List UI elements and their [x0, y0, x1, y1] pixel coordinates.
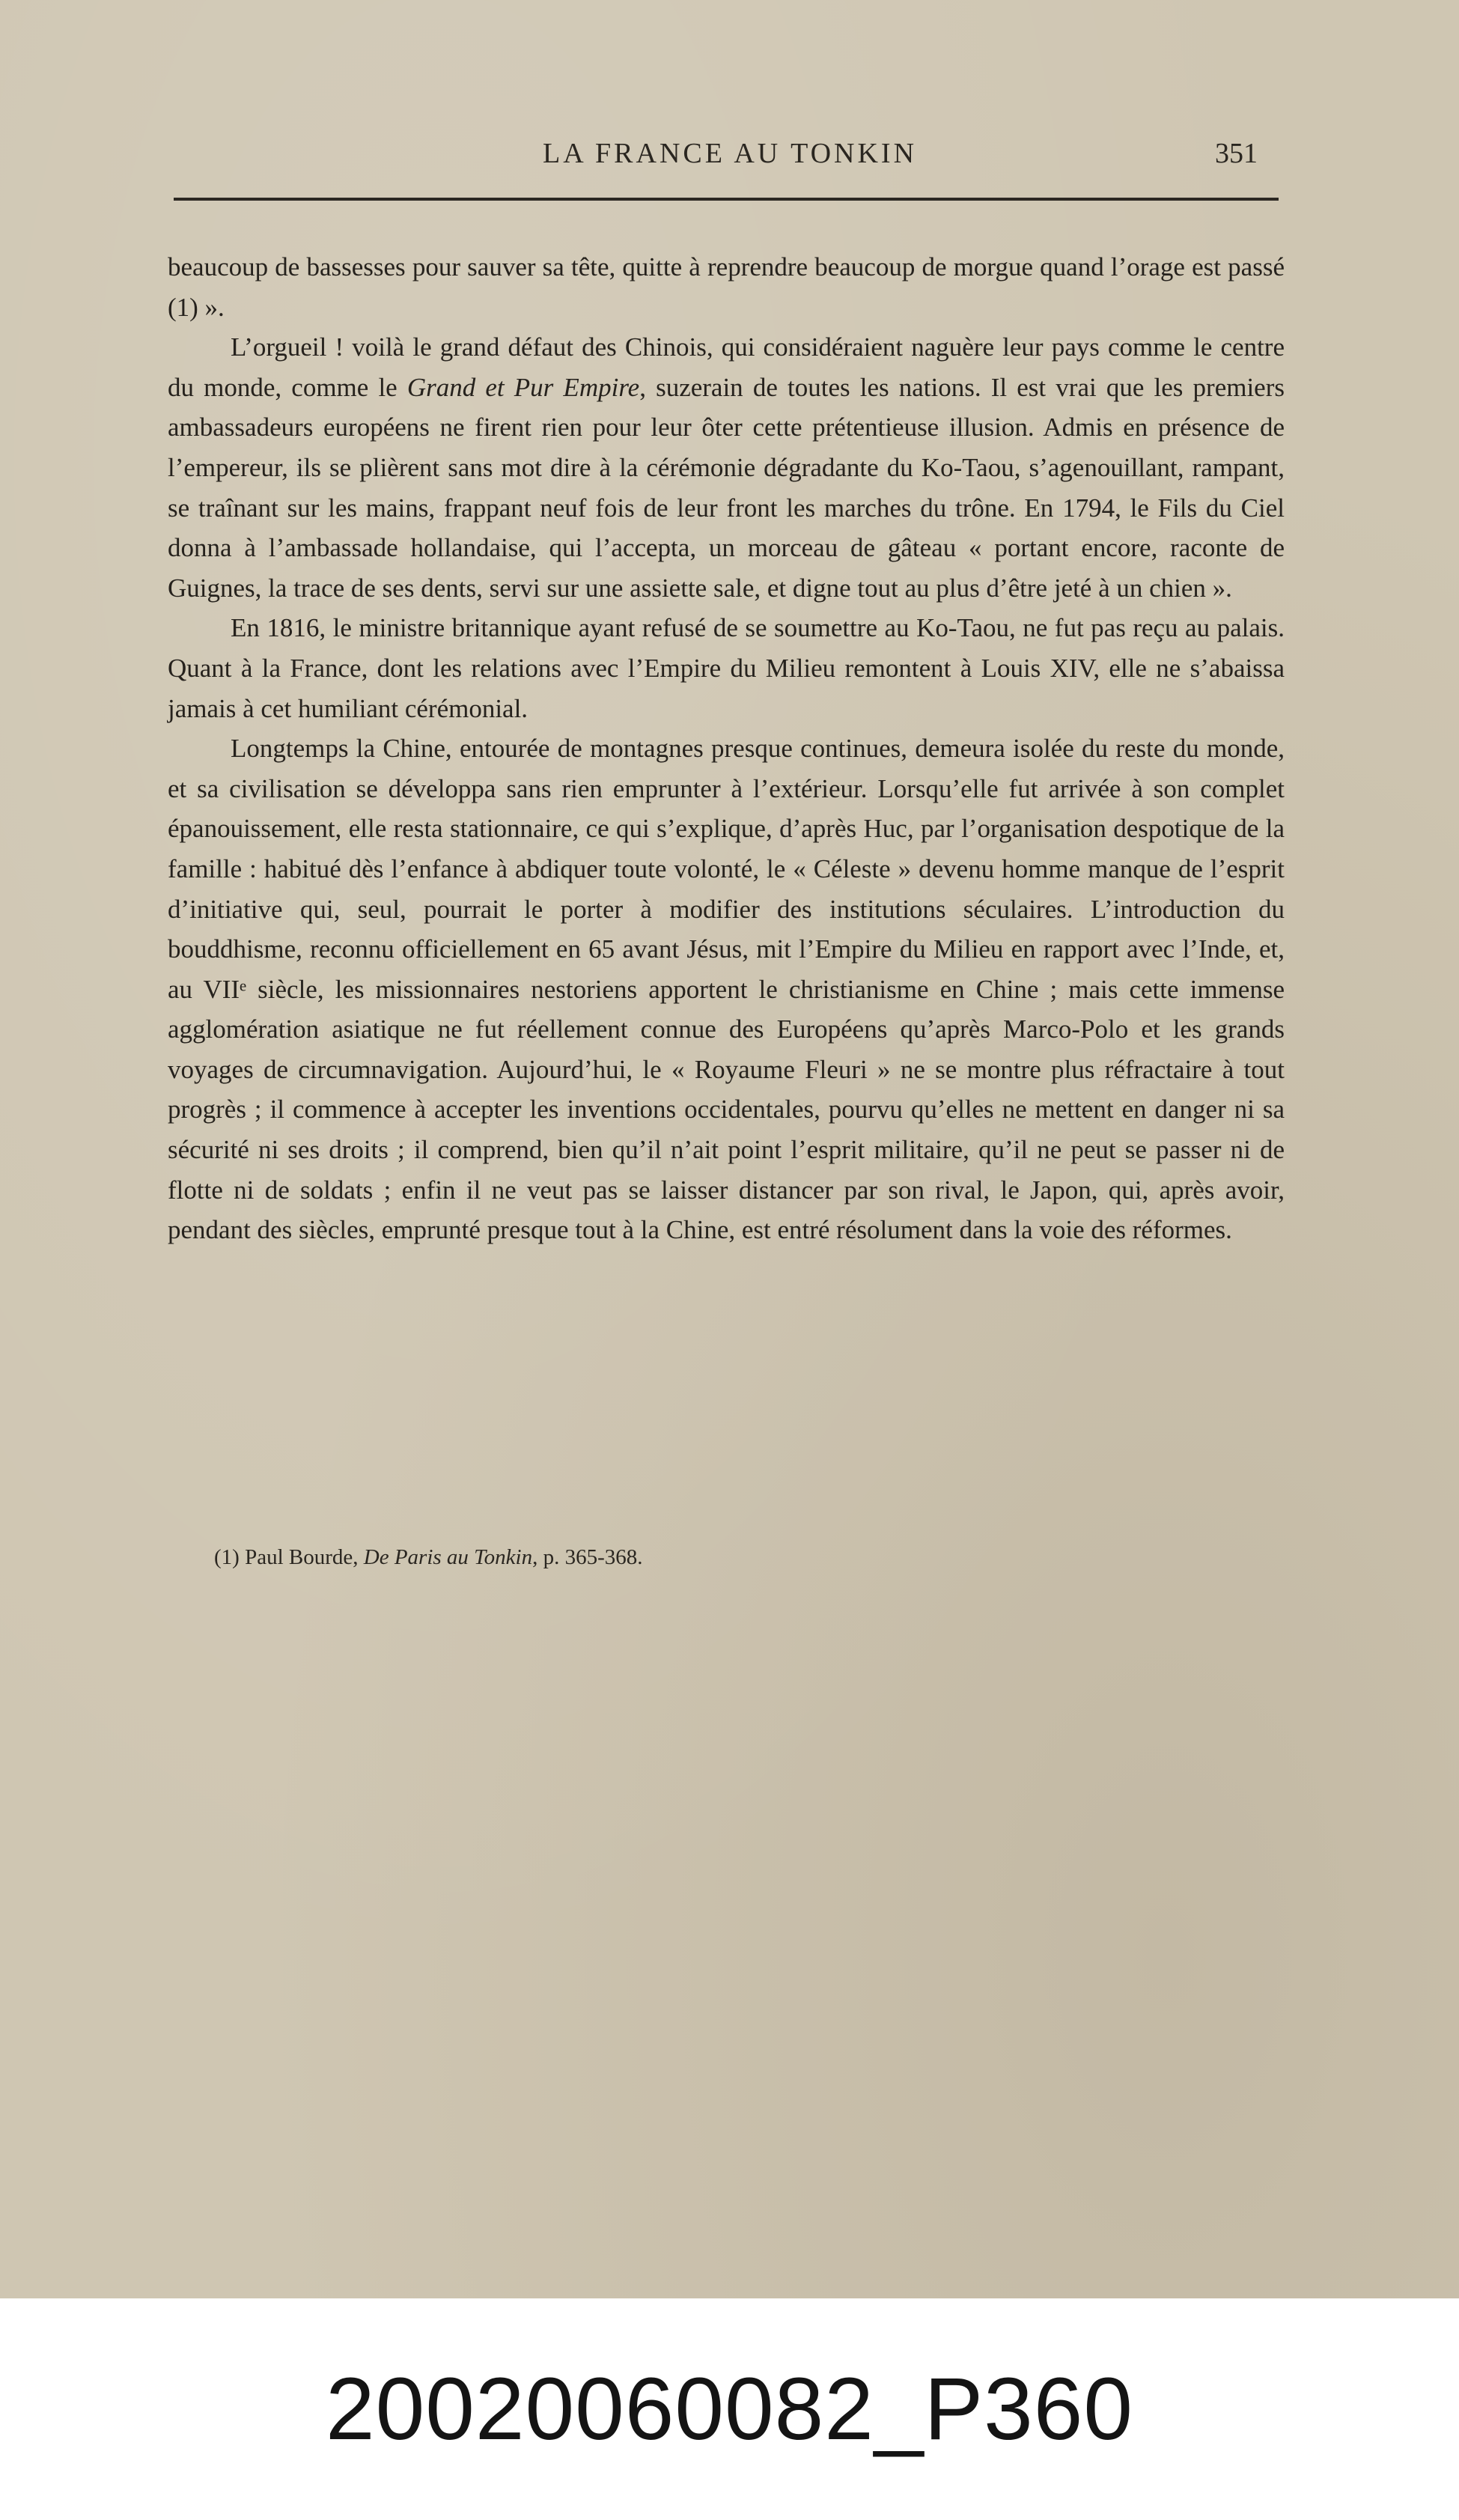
paragraph-3: En 1816, le ministre britannique ayant refusé de se soumettre au Ko-Taou, ne fut pas reçu au palais. Quant à la France, dont les relations avec l’Empire du Milieu remontent à Louis XIV, elle ne s’abaissa jamais à cet humiliant cérémonial. — [168, 613, 1285, 723]
paragraph-1: beaucoup de bassesses pour sauver sa tête, quitte à reprendre beaucoup de morgue quand l’orage est passé (1) ». — [168, 252, 1285, 322]
running-title: LA FRANCE AU TONKIN — [542, 138, 918, 169]
italic-title: Grand et Pur Empire — [406, 372, 640, 402]
page-number: 351 — [1215, 138, 1258, 169]
footnote — [214, 1545, 1187, 1570]
paragraph-2-part-a: L’orgueil ! voilà le grand défaut des Chinois, qui considéraient naguère leur pays comme le centre du monde, comme le — [168, 332, 1285, 402]
paragraph-4: Longtemps la Chine, entourée de montagnes presque continues, demeura isolée du reste du monde, et sa civilisation se développa sans rien emprunter à l’extérieur. Lorsqu’elle fut arrivée à son complet épanouissement, elle resta stationnaire, ce qui s’explique, d’après Huc, par l’organisation despotique de la famille : habitué dès l’enfance à abdiquer toute volonté, le « Céleste » devenu homme manque de l’esprit d’initiative qui, seul, pourrait le porter à modifier des institutions séculaires. L’introduction du bouddhisme, reconnu officiellement en 65 avant Jésus, mit l’Empire du Milieu en rapport avec l’Inde, et, au VIIᵉ siècle, les missionnaires nestoriens apportent le christianisme en Chine ; mais cette immense agglomération asiatique ne fut réellement connue des Européens qu’après Marco-Polo et les grands voyages de circumnavigation. Aujourd’hui, le « Royaume Fleuri » ne se montre plus réfractaire à tout progrès ; il commence à accepter les inventions occidentales, pourvu qu’elles ne mettent en danger ni sa sécurité ni ses droits ; il comprend, bien qu’il n’ait point l’esprit militaire, qu’il ne peut se passer ni de flotte ni de soldats ; enfin il ne veut pas se laisser distancer par son rival, le Japon, qui, après avoir, pendant des siècles, emprunté presque tout à la Chine, est entré résolument dans la voie des réformes. — [168, 734, 1285, 1245]
paragraph-2-part-b: , suzerain de toutes les nations. Il est vrai que les premiers ambassadeurs européens ne firent rien pour leur ôter cette prétentieuse illusion. Admis en présence de l’empereur, ils se plièrent sans mot dire à la cérémonie dégradante du Ko-Taou, s’agenouillant, rampant, se traînant sur les mains, frappant neuf fois de leur front les marches du trône. En 1794, le Fils du Ciel donna à l’ambassade hollandaise, qui l’accepta, un morceau de gâteau « portant encore, raconte de Guignes, la trace de ses dents, servi sur une assiette sale, et digne tout au plus d’être jeté à un chien ». — [168, 372, 1285, 603]
running-head — [180, 137, 1280, 182]
paragraph-2 — [168, 327, 1285, 608]
body-text — [168, 247, 1285, 1250]
footnote-pages: , p. 365-368. — [532, 1545, 643, 1569]
header-rule — [174, 198, 1279, 201]
image-caption: 20020060082_P360 — [325, 2360, 1134, 2459]
footnote-author: Paul Bourde, — [245, 1545, 364, 1569]
footnote-marker: (1) — [214, 1545, 246, 1569]
footnote-work: De Paris au Tonkin — [363, 1545, 533, 1569]
